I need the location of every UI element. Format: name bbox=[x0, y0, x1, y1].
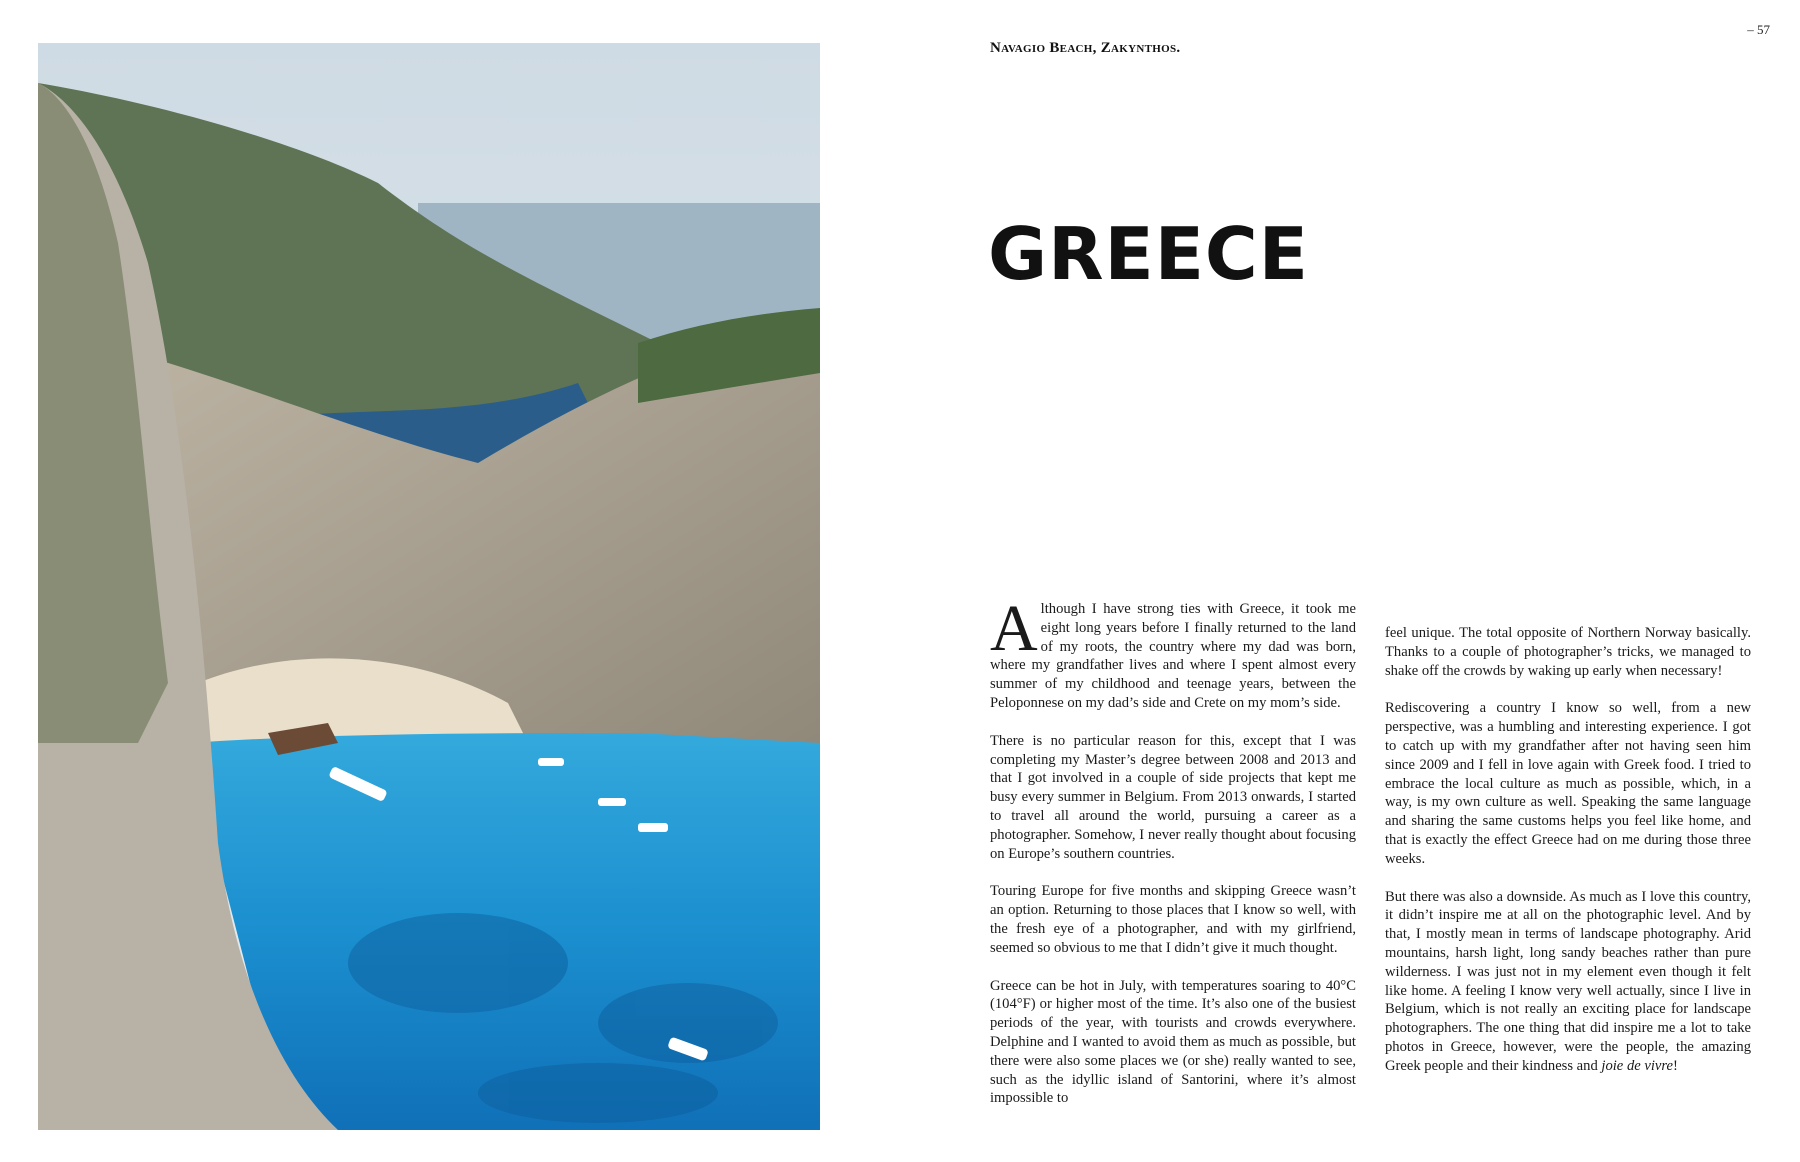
navagio-beach-photo bbox=[38, 43, 820, 1130]
photo-caption: Navagio Beach, Zakynthos. bbox=[990, 40, 1181, 56]
page-number: – 57 bbox=[1747, 22, 1770, 37]
article-paragraph: But there was also a downside. As much as I love this country, it didn’t inspire me at all on the photographic level. And by that, I mostly mean in terms of landscape photography. Arid mountains, harsh light, long sandy beaches rather than pure wilderness. I was just not in my element even though it felt like home. A feeling I know very well actually, since I live in Belgium, which is not really an exciting place for landscape photographers. The one thing that did inspire me a lot to take photos in Greece, however, were the people, the amazing Greek people and their kindness and joie de vivre! bbox=[1385, 888, 1751, 1074]
article-paragraph: Although I have strong ties with Greece, it took me eight long years before I finally returned to the land of my roots, the country where my dad was born, where my grandfather lives and where I spent almost every summer of my childhood and teenage years, between the Peloponnese on my dad’s side and Crete on my mom’s side. bbox=[990, 592, 1356, 711]
article-column-1 bbox=[990, 592, 1356, 1127]
drop-cap: A bbox=[990, 592, 1038, 665]
photo-illustration bbox=[38, 43, 820, 1130]
article-paragraph: Rediscovering a country I know so well, from a new perspective, was a humbling and interesting experience. I got to catch up with my grandfather after not having seen him since 2009 and I fell in love again with Greek food. I tried to embrace the local culture as much as possible, which, in a way, is my own culture as well. Speaking the same language and sharing the same customs helps you feel like home, and that is exactly the effect Greece had on me during those three weeks. bbox=[1385, 700, 1751, 867]
page-title: GREECE bbox=[988, 212, 1309, 296]
article-paragraph: There is no particular reason for this, except that I was completing my Master’s degree between 2008 and 2013 and that I got involved in a couple of side projects that kept me busy every summer in Belgium. From 2013 onwards, I started to travel all around the world, pursuing a career as a photographer. Somehow, I never really thought about focusing on Europe’s southern countries. bbox=[990, 732, 1356, 862]
article-column-2 bbox=[1385, 624, 1751, 1095]
article-paragraph: Touring Europe for five months and skipping Greece wasn’t an option. Returning to those places that I know so well, with the fresh eye of a photographer, and with my girlfriend, seemed so obvious to me that I didn’t give it much thought. bbox=[990, 883, 1356, 956]
article-paragraph: feel unique. The total opposite of Northern Norway basically. Thanks to a couple of photographer’s tricks, we managed to shake off the crowds by waking up early when necessary! bbox=[1385, 625, 1751, 679]
article-paragraph: Greece can be hot in July, with temperatures soaring to 40°C (104°F) or higher most of the time. It’s also one of the busiest periods of the year, with tourists and crowds everywhere. Delphine and I wanted to avoid them as much as possible, but there were also some places we (or she) really wanted to see, such as the idyllic island of Santorini, where it’s almost impossible to bbox=[990, 977, 1356, 1107]
